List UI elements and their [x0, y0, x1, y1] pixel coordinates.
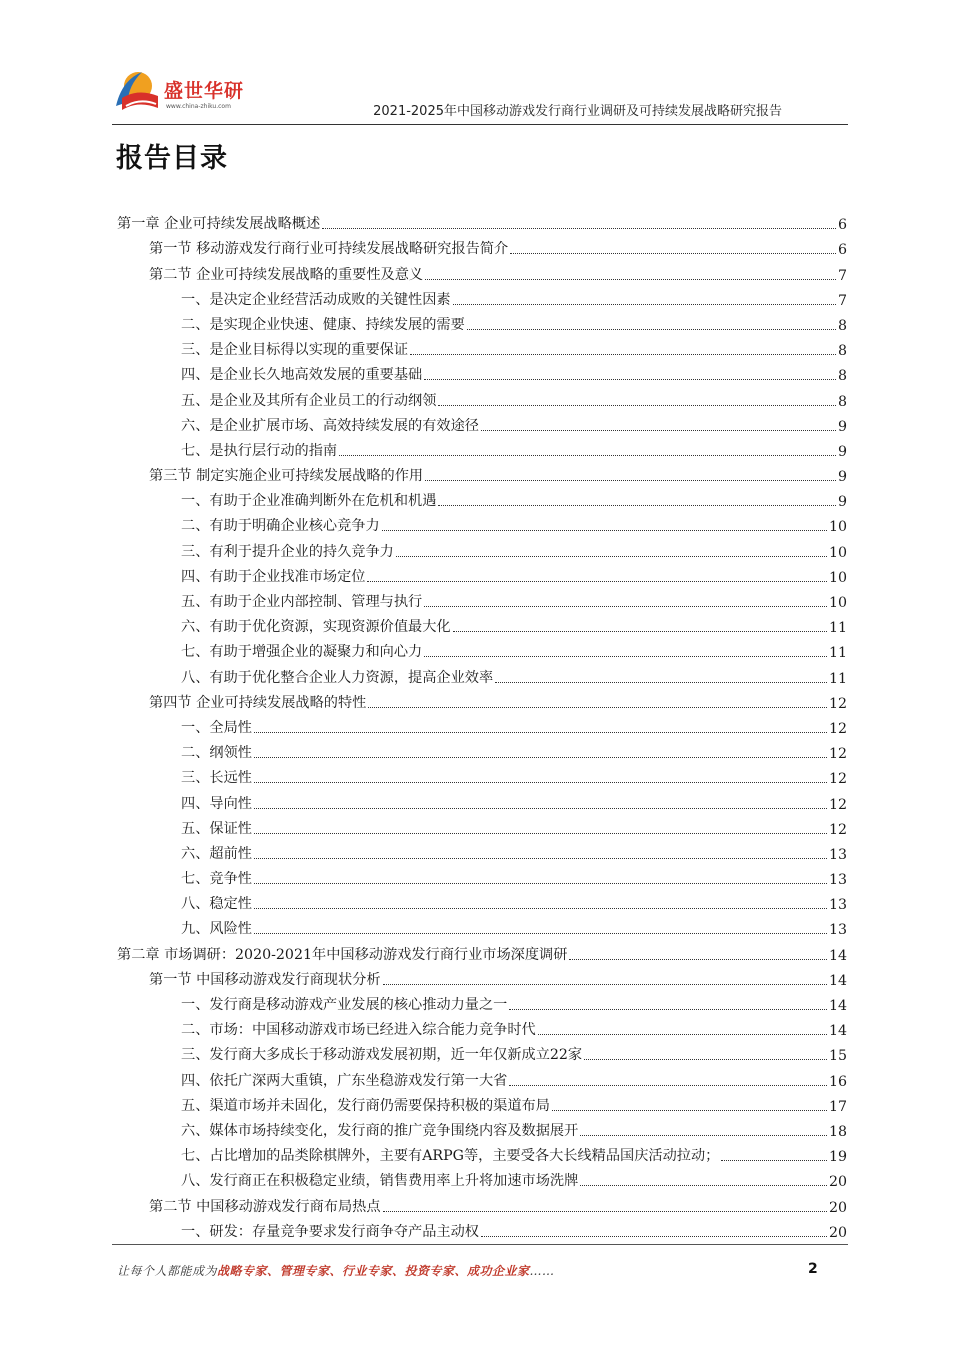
toc-entry-title: 五、渠道市场并未固化，发行商仍需要保持积极的渠道布局: [181, 1097, 550, 1114]
toc-entry-page: 13: [828, 897, 847, 914]
toc-leader-dots: [721, 1160, 827, 1161]
toc-entry-title: 六、超前性: [181, 845, 252, 862]
toc-entry-title: 六、媒体市场持续变化，发行商的推广竞争围绕内容及数据展开: [181, 1122, 579, 1139]
toc-entry[interactable]: [117, 386, 847, 411]
toc-entry-title: 三、长远性: [181, 770, 252, 787]
toc-entry-page: 12: [828, 821, 847, 838]
toc-entry-page: 9: [837, 443, 847, 460]
toc-entry-page: 18: [828, 1123, 847, 1140]
toc-entry-page: 11: [828, 670, 847, 687]
toc-entry[interactable]: [117, 512, 847, 537]
toc-entry-page: 14: [828, 947, 847, 964]
toc-leader-dots: [254, 858, 827, 859]
toc-entry-title: 五、保证性: [181, 820, 252, 837]
toc-entry[interactable]: [117, 462, 847, 487]
toc-leader-dots: [584, 1059, 827, 1060]
toc-entry-title: 四、依托广深两大重镇，广东坐稳游戏发行第一大省: [181, 1072, 508, 1089]
toc-entry-title: 一、全局性: [181, 719, 252, 736]
toc-entry[interactable]: [117, 260, 847, 285]
toc-entry[interactable]: [117, 966, 847, 991]
toc-entry-page: 12: [828, 746, 847, 763]
toc-entry-title: 第二节 中国移动游戏发行商布局热点: [149, 1198, 381, 1215]
toc-entry-title: 四、有助于企业找准市场定位: [181, 568, 366, 585]
toc-entry-title: 第一节 中国移动游戏发行商现状分析: [149, 971, 381, 988]
toc-entry[interactable]: [117, 1092, 847, 1117]
toc-leader-dots: [396, 556, 827, 557]
toc-leader-dots: [383, 984, 827, 985]
toc-entry-page: 17: [828, 1098, 847, 1115]
toc-leader-dots: [425, 279, 836, 280]
toc-entry-title: 第三节 制定实施企业可持续发展战略的作用: [149, 468, 424, 485]
toc-entry-title: 八、有助于优化整合企业人力资源，提高企业效率: [181, 669, 494, 686]
toc-leader-dots: [453, 304, 836, 305]
toc-entry-title: 八、稳定性: [181, 896, 252, 913]
toc-leader-dots: [424, 656, 827, 657]
toc-leader-dots: [495, 682, 827, 683]
toc-entry[interactable]: [117, 739, 847, 764]
toc-entry-title: 第二章 市场调研：2020-2021年中国移动游戏发行商行业市场深度调研: [117, 946, 568, 963]
logo-url: www.china-zhiku.com: [166, 103, 231, 110]
toc-entry[interactable]: [117, 1066, 847, 1091]
toc-entry-page: 10: [828, 595, 847, 611]
toc-entry-page: 10: [828, 519, 847, 536]
toc-entry-title: 七、占比增加的品类除棋牌外，主要有ARPG等，主要受各大长线精品国庆活动拉动；: [181, 1148, 720, 1165]
toc-entry[interactable]: [117, 663, 847, 688]
toc-leader-dots: [481, 430, 836, 431]
toc-entry[interactable]: [117, 487, 847, 512]
toc-leader-dots: [509, 1009, 827, 1010]
toc-entry-page: 8: [837, 368, 847, 385]
toc-entry[interactable]: [117, 361, 847, 386]
toc-entry-title: 四、是企业长久地高效发展的重要基础: [181, 367, 423, 384]
toc-entry-page: 13: [828, 922, 847, 939]
toc-leader-dots: [254, 808, 827, 809]
toc-entry-page: 15: [828, 1048, 847, 1065]
toc-entry[interactable]: [117, 563, 847, 588]
logo-name: 盛世华研: [164, 80, 245, 102]
slogan-prefix: 让每个人都能成为: [117, 1264, 218, 1278]
toc-entry-page: 6: [837, 217, 847, 234]
toc-leader-dots: [254, 933, 827, 934]
toc-entry[interactable]: [117, 865, 847, 890]
toc-entry-page: 16: [828, 1073, 847, 1090]
toc-entry[interactable]: [117, 1218, 847, 1243]
toc-entry[interactable]: [117, 1142, 847, 1167]
toc-leader-dots: [552, 1110, 827, 1111]
toc-entry-title: 七、是执行层行动的指南: [181, 442, 338, 459]
toc-leader-dots: [254, 757, 827, 758]
toc-leader-dots: [481, 1236, 827, 1237]
toc-entry-page: 10: [828, 544, 847, 561]
logo-emblem-icon: [112, 66, 164, 118]
toc-entry-page: 10: [828, 569, 847, 586]
toc-entry-page: 7: [837, 267, 847, 284]
toc-entry[interactable]: [117, 789, 847, 814]
table-of-contents: [117, 210, 847, 1243]
toc-entry-title: 二、有助于明确企业核心竞争力: [181, 518, 380, 535]
toc-entry[interactable]: [117, 764, 847, 789]
toc-entry-title: 第一节 移动游戏发行商行业可持续发展战略研究报告简介: [149, 241, 509, 258]
toc-leader-dots: [569, 959, 827, 960]
toc-entry-page: 9: [837, 494, 847, 511]
toc-entry-page: 20: [828, 1224, 847, 1241]
toc-entry-title: 八、发行商正在积极稳定业绩，销售费用率上升将加速市场洗牌: [181, 1173, 579, 1190]
toc-entry[interactable]: [117, 437, 847, 462]
toc-entry-page: 8: [837, 343, 847, 360]
toc-entry-title: 第二节 企业可持续发展战略的重要性及意义: [149, 266, 424, 283]
toc-entry-title: 五、有助于企业内部控制、管理与执行: [181, 594, 423, 610]
toc-leader-dots: [382, 530, 827, 531]
toc-leader-dots: [339, 455, 836, 456]
toc-entry-title: 六、是企业扩展市场、高效持续发展的有效途径: [181, 417, 479, 434]
toc-entry[interactable]: [117, 638, 847, 663]
toc-entry-title: 第一章 企业可持续发展战略概述: [117, 216, 321, 233]
toc-entry-page: 9: [837, 418, 847, 435]
toc-entry-page: 13: [828, 846, 847, 863]
toc-entry-page: 12: [828, 720, 847, 737]
toc-entry-title: 一、有助于企业准确判断外在危机和机遇: [181, 493, 437, 510]
toc-leader-dots: [383, 1211, 827, 1212]
toc-entry-title: 四、导向性: [181, 795, 252, 812]
toc-entry-title: 六、有助于优化资源，实现资源价值最大化: [181, 619, 451, 636]
toc-leader-dots: [254, 883, 827, 884]
toc-entry-page: 11: [828, 620, 847, 637]
toc-entry-title: 七、有助于增强企业的凝聚力和向心力: [181, 644, 423, 661]
toc-entry-title: 一、是决定企业经营活动成败的关键性因素: [181, 291, 451, 308]
toc-entry-page: 14: [828, 998, 847, 1014]
toc-leader-dots: [425, 480, 836, 481]
toc-entry-page: 20: [828, 1199, 847, 1216]
page-title: 报告目录: [116, 143, 228, 174]
toc-leader-dots: [438, 505, 836, 506]
toc-entry[interactable]: [117, 991, 847, 1016]
toc-entry[interactable]: [117, 1192, 847, 1217]
toc-entry-page: 11: [828, 645, 847, 662]
toc-leader-dots: [424, 379, 836, 380]
toc-entry-title: 一、发行商是移动游戏产业发展的核心推动力量之一: [181, 997, 508, 1013]
toc-leader-dots: [410, 354, 836, 355]
toc-entry-page: 20: [828, 1174, 847, 1191]
toc-leader-dots: [509, 1085, 827, 1086]
logo: [112, 66, 262, 118]
toc-entry-page: 14: [828, 1023, 847, 1040]
toc-entry[interactable]: [117, 235, 847, 260]
toc-entry-title: 一、研发：存量竞争要求发行商争夺产品主动权: [181, 1223, 479, 1240]
toc-leader-dots: [580, 1185, 827, 1186]
slogan-suffix: ……: [529, 1264, 555, 1278]
toc-entry[interactable]: [117, 537, 847, 562]
toc-entry[interactable]: [117, 311, 847, 336]
toc-leader-dots: [467, 329, 836, 330]
toc-leader-dots: [538, 1034, 827, 1035]
slogan-highlight: 战略专家、管理专家、行业专家、投资专家、成功企业家: [217, 1264, 530, 1278]
toc-entry-page: 13: [828, 872, 847, 889]
toc-entry-page: 12: [828, 771, 847, 788]
toc-leader-dots: [368, 707, 827, 708]
toc-entry-page: 8: [837, 393, 847, 410]
toc-entry[interactable]: [117, 286, 847, 311]
toc-entry[interactable]: [117, 613, 847, 638]
toc-entry[interactable]: [117, 588, 847, 613]
toc-entry-title: 二、是实现企业快速、健康、持续发展的需要: [181, 316, 465, 333]
toc-entry[interactable]: [117, 412, 847, 437]
toc-entry[interactable]: [117, 714, 847, 739]
footer-slogan: [117, 1262, 555, 1279]
toc-entry[interactable]: [117, 1167, 847, 1192]
toc-entry[interactable]: [117, 890, 847, 915]
toc-entry-title: 九、风险性: [181, 921, 252, 938]
toc-entry[interactable]: [117, 1041, 847, 1066]
toc-entry[interactable]: [117, 336, 847, 361]
toc-entry-page: 9: [837, 469, 847, 486]
toc-leader-dots: [424, 606, 827, 607]
toc-entry-title: 三、是企业目标得以实现的重要保证: [181, 342, 409, 359]
toc-entry-title: 二、市场：中国移动游戏市场已经进入综合能力竞争时代: [181, 1022, 536, 1039]
header-divider: [112, 124, 848, 125]
toc-entry[interactable]: [117, 210, 847, 235]
toc-entry-page: 12: [828, 796, 847, 813]
toc-entry-page: 14: [828, 972, 847, 989]
toc-entry-title: 五、是企业及其所有企业员工的行动纲领: [181, 392, 437, 409]
toc-entry-page: 12: [828, 695, 847, 712]
toc-entry-title: 三、发行商大多成长于移动游戏发展初期，近一年仅新成立22家: [181, 1047, 583, 1064]
toc-entry-title: 第四节 企业可持续发展战略的特性: [149, 694, 367, 711]
toc-entry-page: 6: [837, 242, 847, 259]
toc-entry-page: 8: [837, 317, 847, 334]
footer-divider: [112, 1244, 848, 1245]
toc-entry[interactable]: [117, 689, 847, 714]
page-number: 2: [808, 1261, 818, 1277]
toc-entry[interactable]: [117, 1117, 847, 1142]
toc-entry[interactable]: [117, 840, 847, 865]
toc-entry-title: 三、有利于提升企业的持久竞争力: [181, 543, 394, 560]
toc-leader-dots: [254, 732, 827, 733]
toc-leader-dots: [322, 228, 836, 229]
toc-leader-dots: [367, 581, 826, 582]
toc-leader-dots: [580, 1135, 827, 1136]
toc-leader-dots: [254, 833, 827, 834]
toc-entry-title: 七、竞争性: [181, 871, 252, 888]
toc-leader-dots: [254, 782, 827, 783]
toc-entry-page: 19: [828, 1149, 847, 1166]
toc-entry-title: 二、纲领性: [181, 745, 252, 762]
toc-entry-page: 7: [837, 292, 847, 309]
toc-entry[interactable]: [117, 815, 847, 840]
toc-leader-dots: [438, 405, 836, 406]
toc-leader-dots: [453, 631, 827, 632]
toc-leader-dots: [510, 253, 836, 254]
toc-entry[interactable]: [117, 1016, 847, 1041]
toc-entry[interactable]: [117, 940, 847, 965]
toc-leader-dots: [254, 908, 827, 909]
report-title: 2021-2025年中国移动游戏发行商行业调研及可持续发展战略研究报告: [373, 104, 782, 119]
toc-entry[interactable]: [117, 915, 847, 940]
